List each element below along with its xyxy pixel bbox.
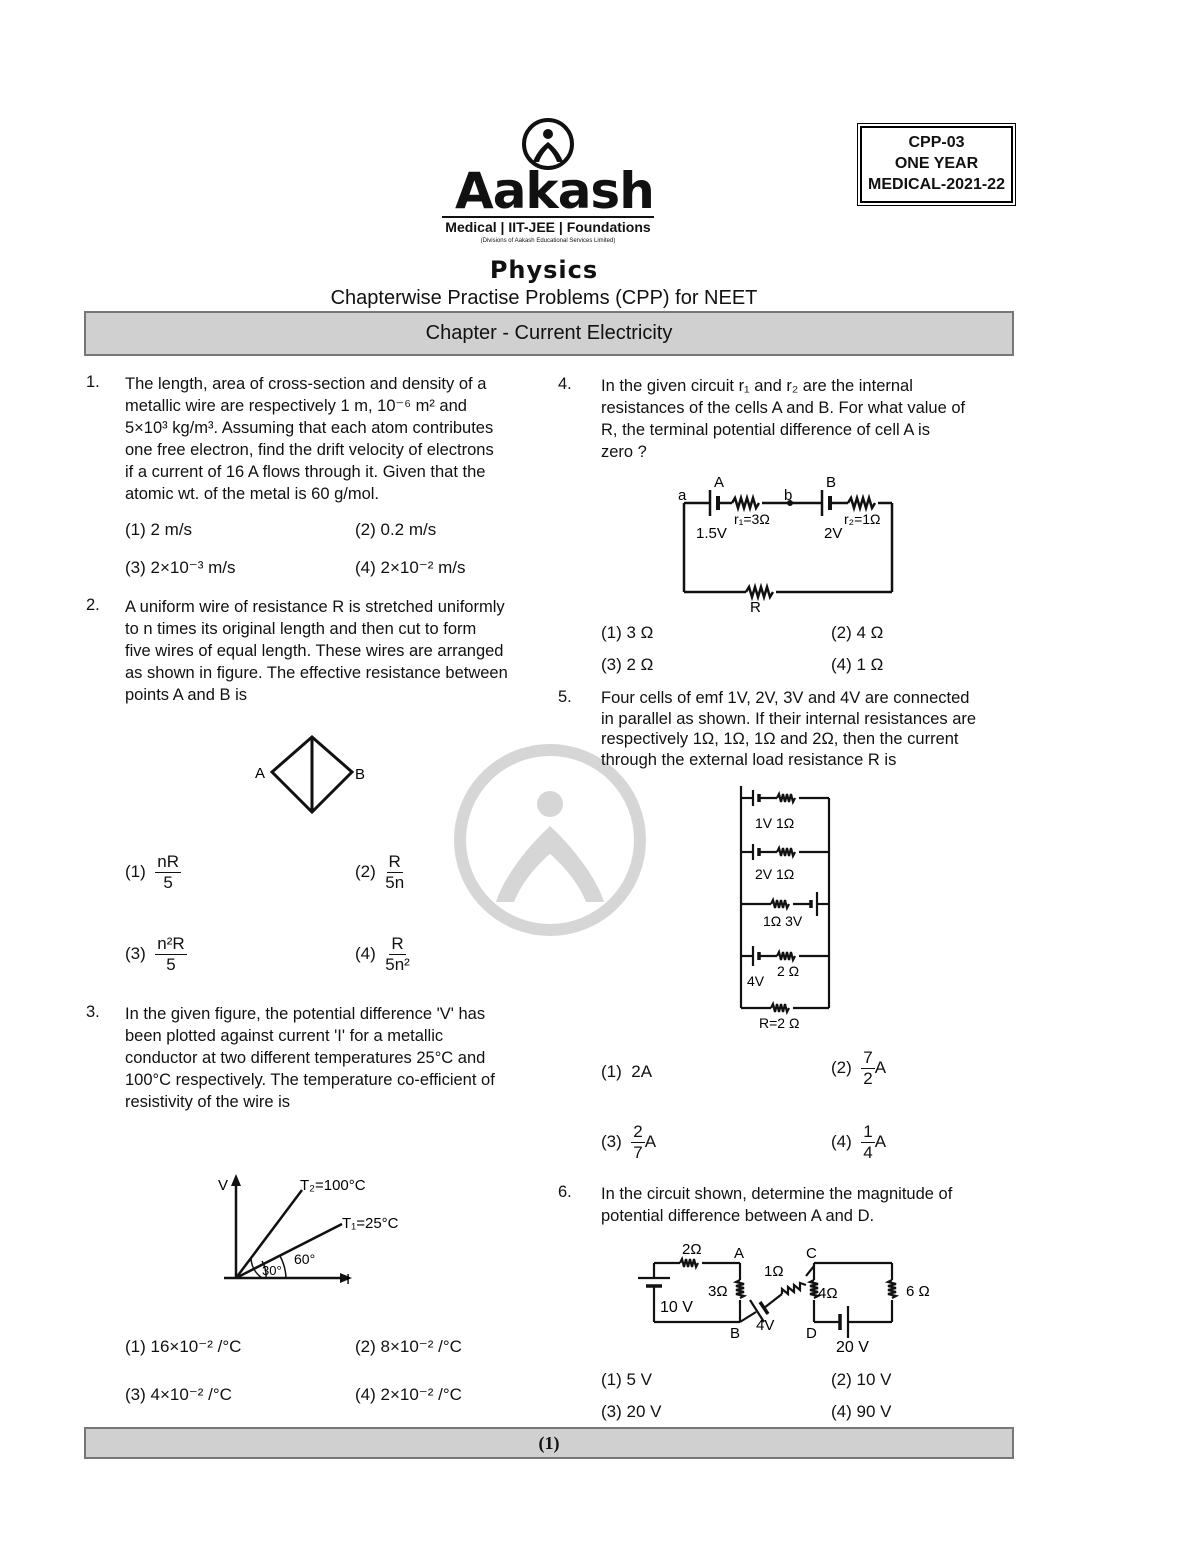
- text-line: been plotted against current 'I' for a metallic: [125, 1027, 444, 1045]
- fraction: [385, 852, 404, 893]
- branch4-res-label: 2 Ω: [777, 963, 800, 979]
- option-prefix: (4): [355, 943, 376, 963]
- t1-label: T₁=25°C: [342, 1215, 399, 1232]
- option[interactable]: (2) 0.2 m/s: [355, 520, 437, 539]
- fraction: [155, 934, 186, 975]
- branch1-label: 1V 1Ω: [755, 815, 795, 831]
- text-line: to n times its original length and then cut to form: [125, 620, 477, 638]
- option[interactable]: (1) 2 m/s: [125, 520, 193, 539]
- text-line: Four cells of emf 1V, 2V, 3V and 4V are connected: [601, 689, 970, 707]
- option[interactable]: [601, 1122, 656, 1163]
- option[interactable]: [125, 934, 187, 975]
- footer-band: [84, 1427, 1014, 1459]
- option[interactable]: (3) 2×10⁻³ m/s: [125, 558, 236, 577]
- option[interactable]: (4) 2×10⁻² m/s: [355, 558, 466, 577]
- text-line: conductor at two different temperatures 25°C and: [125, 1049, 486, 1067]
- numerator: 2: [633, 1122, 643, 1141]
- emf-4-label: 4V: [756, 1317, 775, 1334]
- option[interactable]: (4) 1 Ω: [831, 655, 884, 674]
- text-line: resistivity of the wire is: [125, 1093, 291, 1111]
- cpp-session: MEDICAL-2021-22: [868, 176, 1005, 193]
- fraction: [861, 1048, 874, 1089]
- chapter-band: [84, 311, 1014, 356]
- circuit-q5-figure: [735, 780, 839, 1032]
- option[interactable]: [831, 1122, 886, 1163]
- cell-a-label: A: [714, 474, 725, 491]
- denominator: 5n: [385, 873, 405, 892]
- unit: A: [874, 1057, 887, 1077]
- subject-title: Physics: [489, 256, 599, 284]
- option-prefix: (2): [831, 1057, 852, 1077]
- cpp-program: ONE YEAR: [894, 155, 979, 172]
- res-1-label: 1Ω: [764, 1263, 784, 1280]
- question-number: 5.: [558, 688, 572, 706]
- option-prefix: (1): [601, 1062, 622, 1081]
- circuit-q6-figure: [630, 1236, 950, 1358]
- numerator: 7: [863, 1048, 873, 1067]
- option[interactable]: (3) 4×10⁻² /°C: [125, 1385, 232, 1404]
- option[interactable]: (1) 3 Ω: [601, 623, 654, 642]
- option[interactable]: (4) 90 V: [831, 1402, 892, 1421]
- unit: A: [874, 1131, 887, 1151]
- option[interactable]: (2) 8×10⁻² /°C: [355, 1337, 462, 1356]
- question-number: 4.: [558, 375, 572, 393]
- denominator: 2: [863, 1069, 873, 1088]
- text-line: In the given figure, the potential difference 'V' has: [125, 1005, 486, 1023]
- option[interactable]: [601, 1062, 652, 1082]
- denominator: 7: [633, 1143, 643, 1162]
- option[interactable]: (1) 5 V: [601, 1370, 653, 1389]
- fraction: [385, 934, 410, 975]
- denominator: 5: [166, 955, 176, 974]
- question-number: 3.: [86, 1003, 100, 1021]
- angle-60-label: 60°: [294, 1251, 316, 1267]
- text-line: In the circuit shown, determine the magnitude of: [601, 1185, 953, 1203]
- option[interactable]: (2) 10 V: [831, 1370, 892, 1389]
- text-line: in parallel as shown. If their internal resistances are: [601, 709, 977, 728]
- text-line: one free electron, find the drift velocity of electrons: [125, 441, 494, 459]
- cpp-id-box: [860, 126, 1013, 203]
- question-text: [601, 1183, 1014, 1227]
- watermark-logo: [452, 742, 648, 938]
- denominator: 5: [163, 873, 173, 892]
- text-line: metallic wire are respectively 1 m, 10⁻⁶ m² and: [125, 397, 467, 415]
- emf-10-label: 10 V: [660, 1299, 693, 1316]
- text-line: resistances of the cells A and B. For what value of: [601, 399, 966, 417]
- option[interactable]: [831, 1048, 886, 1089]
- node-a-label: A: [734, 1245, 745, 1262]
- circuit-q4-figure: [676, 472, 906, 618]
- numerator: R: [388, 852, 401, 871]
- text-line: if a current of 16 A flows through it. Given that the: [125, 463, 486, 481]
- r2-label: r₂=1Ω: [844, 511, 881, 527]
- axis-i-label: I: [346, 1271, 351, 1288]
- cell-b-label: B: [826, 474, 837, 491]
- res-6-label: 6 Ω: [906, 1283, 930, 1300]
- node-a-label: a: [678, 487, 687, 504]
- option-prefix: (1): [125, 861, 146, 881]
- fraction: [631, 1122, 644, 1163]
- option[interactable]: (4) 2×10⁻² /°C: [355, 1385, 462, 1404]
- question-number: 2.: [86, 596, 100, 614]
- option[interactable]: (3) 20 V: [601, 1402, 662, 1421]
- node-b-label: b: [784, 487, 793, 504]
- option-prefix: (2): [355, 861, 376, 881]
- logo-tagline: Medical | IIT-JEE | Foundations: [445, 219, 651, 235]
- question-number: 6.: [558, 1183, 572, 1201]
- t2-label: T₂=100°C: [300, 1177, 366, 1194]
- resistor-r-label: R: [750, 599, 761, 616]
- node-d-label: D: [806, 1325, 817, 1342]
- text-line: potential difference between A and D.: [601, 1207, 875, 1225]
- node-b-label: B: [730, 1325, 741, 1342]
- emf-20-label: 20 V: [836, 1339, 869, 1356]
- fraction: [861, 1122, 874, 1163]
- numerator: nR: [157, 852, 179, 871]
- option[interactable]: [355, 934, 410, 975]
- rhombus-figure: [250, 732, 380, 818]
- option[interactable]: [125, 852, 181, 893]
- numerator: n²R: [157, 934, 185, 953]
- text-line: points A and B is: [125, 686, 248, 704]
- numerator: R: [391, 934, 404, 953]
- question-text: [125, 373, 539, 505]
- text-line: In the given circuit r₁ and r₂ are the internal: [601, 377, 913, 395]
- label-b: B: [355, 766, 366, 783]
- chapter-title: Chapter - Current Electricity: [425, 322, 673, 344]
- r1-label: r₁=3Ω: [734, 511, 770, 527]
- question-text: [125, 1003, 539, 1113]
- option-prefix: (4): [831, 1131, 852, 1151]
- emf-a-label: 1.5V: [696, 525, 727, 542]
- fraction: [155, 852, 181, 893]
- unit: A: [644, 1131, 657, 1151]
- question-text: [601, 375, 1014, 463]
- angle-30-label: 30°: [262, 1263, 282, 1278]
- branch2-label: 2V 1Ω: [755, 866, 795, 882]
- emf-b-label: 2V: [824, 525, 843, 542]
- option[interactable]: (3) 2 Ω: [601, 655, 654, 674]
- res-2-label: 2Ω: [682, 1241, 702, 1258]
- question-text: [125, 596, 539, 706]
- subtitle: Chapterwise Practise Problems (CPP) for NEET: [330, 287, 758, 309]
- text-line: atomic wt. of the metal is 60 g/mol.: [125, 485, 380, 503]
- axis-v-label: V: [218, 1177, 229, 1194]
- text-line: The length, area of cross-section and density of a: [125, 375, 487, 393]
- text-line: A uniform wire of resistance R is stretched uniformly: [125, 598, 505, 616]
- text-line: zero ?: [601, 443, 647, 461]
- option[interactable]: [355, 852, 404, 893]
- label-a: A: [255, 765, 266, 782]
- branch4-emf-label: 4V: [747, 973, 765, 989]
- text-line: respectively 1Ω, 1Ω, 1Ω and 2Ω, then the current: [601, 730, 959, 749]
- load-label: R=2 Ω: [759, 1015, 800, 1031]
- logo-wordmark: Aakash: [455, 162, 654, 220]
- node-c-label: C: [806, 1245, 817, 1262]
- logo-subline: (Divisions of Aakash Educational Services Limited): [480, 238, 616, 244]
- denominator: 4: [863, 1143, 873, 1162]
- option[interactable]: (1) 16×10⁻² /°C: [125, 1337, 242, 1356]
- text-line: as shown in figure. The effective resistance between: [125, 664, 508, 682]
- text-line: five wires of equal length. These wires are arranged: [125, 642, 504, 660]
- cpp-code: CPP-03: [908, 134, 965, 151]
- res-4-label: 4Ω: [818, 1285, 838, 1302]
- text-line: 100°C respectively. The temperature co-efficient of: [125, 1071, 495, 1089]
- text-line: through the external load resistance R is: [601, 751, 897, 770]
- numerator: 1: [863, 1122, 873, 1141]
- res-3-label: 3Ω: [708, 1283, 728, 1300]
- question-number: 1.: [86, 373, 100, 391]
- text-line: 5×10³ kg/m³. Assuming that each atom contributes: [125, 419, 494, 437]
- logo-rule: [442, 216, 654, 218]
- page-number: (1): [538, 1433, 560, 1453]
- branch3-label: 1Ω 3V: [763, 913, 803, 929]
- question-text: [601, 688, 1014, 771]
- denominator: 5n²: [385, 955, 410, 974]
- option-prefix: (3): [601, 1131, 622, 1151]
- text-line: R, the terminal potential difference of cell A is: [601, 421, 930, 439]
- option[interactable]: (2) 4 Ω: [831, 623, 884, 642]
- vi-graph-figure: [210, 1168, 430, 1292]
- option-prefix: (3): [125, 943, 146, 963]
- option-value: 2A: [631, 1062, 653, 1081]
